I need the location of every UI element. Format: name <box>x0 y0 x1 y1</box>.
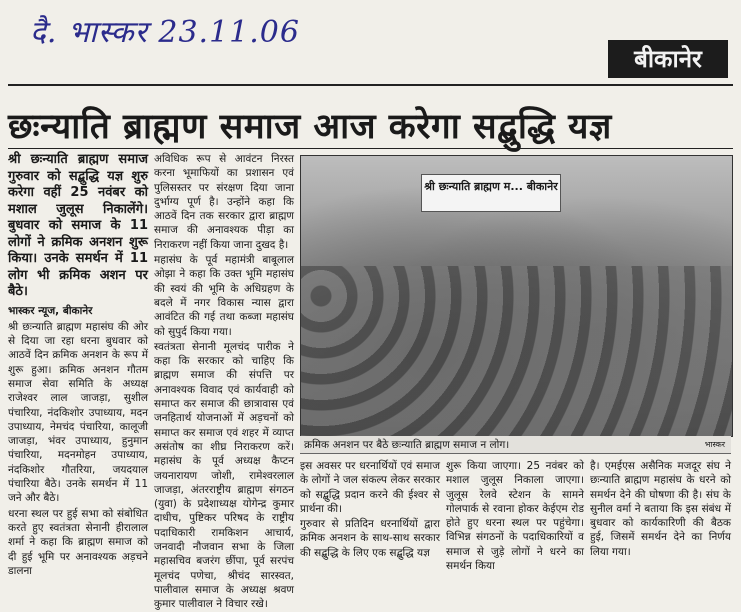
column-2-paragraph-2: महासंघ के पूर्व महामंत्री बाबूलाल ओझा ने कहा कि उक्त भूमि महासंघ की स्वयं की भूमि के अधिग्रहण के बदले में नगर विकास न्यास द्वारा आवंटित की गई तथा कब्जा महासंघ को सुपुर्द किया गया। <box>154 254 294 338</box>
column-3-paragraph-1: इस अवसर पर धरनार्थियों एवं समाज के लोगों ने जल संकल्प लेकर सरकार को सद्बुद्धि प्रदान करने की ईश्वर से प्रार्थना की। <box>300 460 440 515</box>
headline: छःन्याति ब्राह्मण समाज आज करेगा सद्बुद्धि यज्ञ <box>8 107 612 147</box>
byline: भास्कर न्यूज, बीकानेर <box>8 304 93 317</box>
column-2 <box>154 152 294 611</box>
top-rule <box>8 84 733 86</box>
news-photo <box>300 155 733 437</box>
column-1-paragraph: श्री छःन्याति ब्राह्मण महासंघ की ओर से दिया जा रहा धरना बुधवार को आठवें दिन क्रमिक अनशन के रूप में शुरू हुआ। क्रमिक अनशन गौतम समाज सेवा समिति के अध्यक्ष राजेश्वर लाल जाजड़ा, सुशील पंचारिया, नंदकिशोर उपाध्याय, मदन उपाध्याय, नेमचंद पंचारिया, कालूजी जाजड़ा, भंवर उपाध्याय, हुनुमान पंचारिया, मदनमोहन उपाध्याय, नंदकिशोर गौतरिया, जयदयाल पंचारिया बैठे। उनके समर्थन में 11 जने और बैठे। <box>8 320 148 505</box>
column-3-paragraph-2: गुरुवार से प्रतिदिन धरनार्थियों द्वारा क्रमिक अनशन के साथ-साथ सरकार की सद्बुद्धि के लिए एक सद्बुद्धि यज्ञ <box>300 518 440 559</box>
photo-caption <box>300 436 731 454</box>
column-4-paragraph: शुरू किया जाएगा। 25 नवंबर को मशाल जुलूस निकाला जाएगा। जुलूस रेलवे स्टेशन के सामने गोलपार्क से रवाना होकर केईएम रोड होते हुए धरना स्थल पर पहुंचेगा। विभिन्न संगठनों के पदाधिकारियों व समाज से जुड़े लोगों ने धरने का समर्थन किया <box>446 460 584 573</box>
column-3 <box>300 459 440 593</box>
photo-credit: भास्कर <box>704 440 725 449</box>
headline-rule <box>8 148 733 149</box>
column-5 <box>590 459 731 593</box>
summary-box: श्री छःन्याति ब्राह्मण समाज गुरुवार को सद्बुद्धि यज्ञ शुरु करेगा वहीं 25 नवंबर को मशाल जुलूस निकालेंगे। बुधवार को समाज के 11 लोगों ने क्रमिक अनशन शुरू किया। उनके समर्थन में 11 लोग भी क्रमिक अशन पर बैठे। <box>8 152 148 299</box>
column-5-paragraph: है। एमईएस असैनिक मजदूर संघ ने छःन्याति ब्राह्मण महासंघ के धरने को समर्थन देने की घोषणा की है। संघ के सुनील वर्मा ने बताया कि इस संबंध में बुधवार को कार्यकारिणी की बैठक हुई, जिसमें समर्थन देने का निर्णय लिया गया। <box>590 460 731 558</box>
column-1-paragraph-2: धरना स्थल पर हुई सभा को संबोधित करते हुए स्वतंत्रता सेनानी हीरालाल शर्मा ने कहा कि ब्राह्मण समाज को दी हुई भूमि पर अनावश्यक अड़चने डालना <box>8 507 148 577</box>
column-1 <box>8 152 148 592</box>
photo-caption-text: क्रमिक अनशन पर बैठे छःन्याति ब्राह्मण समाज न लोग। <box>304 439 510 451</box>
seated-crowd-shape <box>301 266 732 436</box>
column-2-paragraph-1: अविधिक रूप से आवंटन निरस्त करना भूमाफियों का प्रशासन एवं पुलिसस्तर पर संरक्षण दिया जाना दुर्भाग्य पूर्ण है। उन्होंने कहा कि आठवें दिन तक सरकार द्वारा ब्राह्मण समाज की अनावश्यक पीड़ा का निराकरण नहीं किया जाना दुखद है। <box>154 153 294 251</box>
column-2-paragraph-3: स्वतंत्रता सेनानी मूलचंद पारीक ने कहा कि सरकार को चाहिए कि ब्राह्मण समाज की संपत्ति पर अनावश्यक विवाद एवं कार्यवाही को समाप्त कर समाज की छात्रावास एवं जनहितार्थ योजनाओं में अड़चनों को समाप्त कर समाज एवं शहर में व्याप्त असंतोष का शीघ्र निराकरण करें। महासंघ के पूर्व अध्यक्ष कैप्टन जयनारायण जोशी, रामेश्वरलाल जाजड़ा, अंतरराष्ट्रीय ब्राह्मण संगठन (युवा) के प्रदेशाध्यक्ष योगेन्द्र कुमार दाधीच, पुष्टिकर परिषद के राष्ट्रीय पदाधिकारी रामकिशन आचार्य, जनवादी नौजवान सभा के जिला महासचिव बजरंग छींपा, पूर्व सरपंच मूलचंद पणेचा, श्रीचंद सारस्वत, पालीवाल समाज के अध्यक्ष श्रवण कुमार पालीवाल ने विचार रखे। <box>154 340 294 611</box>
photo-banner: श्री छःन्याति ब्राह्मण म... बीकानेर <box>421 174 561 212</box>
column-4 <box>446 459 584 593</box>
city-tag: बीकानेर <box>608 40 728 78</box>
handwritten-date-note: दै. भास्कर 23.11.06 <box>30 15 300 50</box>
